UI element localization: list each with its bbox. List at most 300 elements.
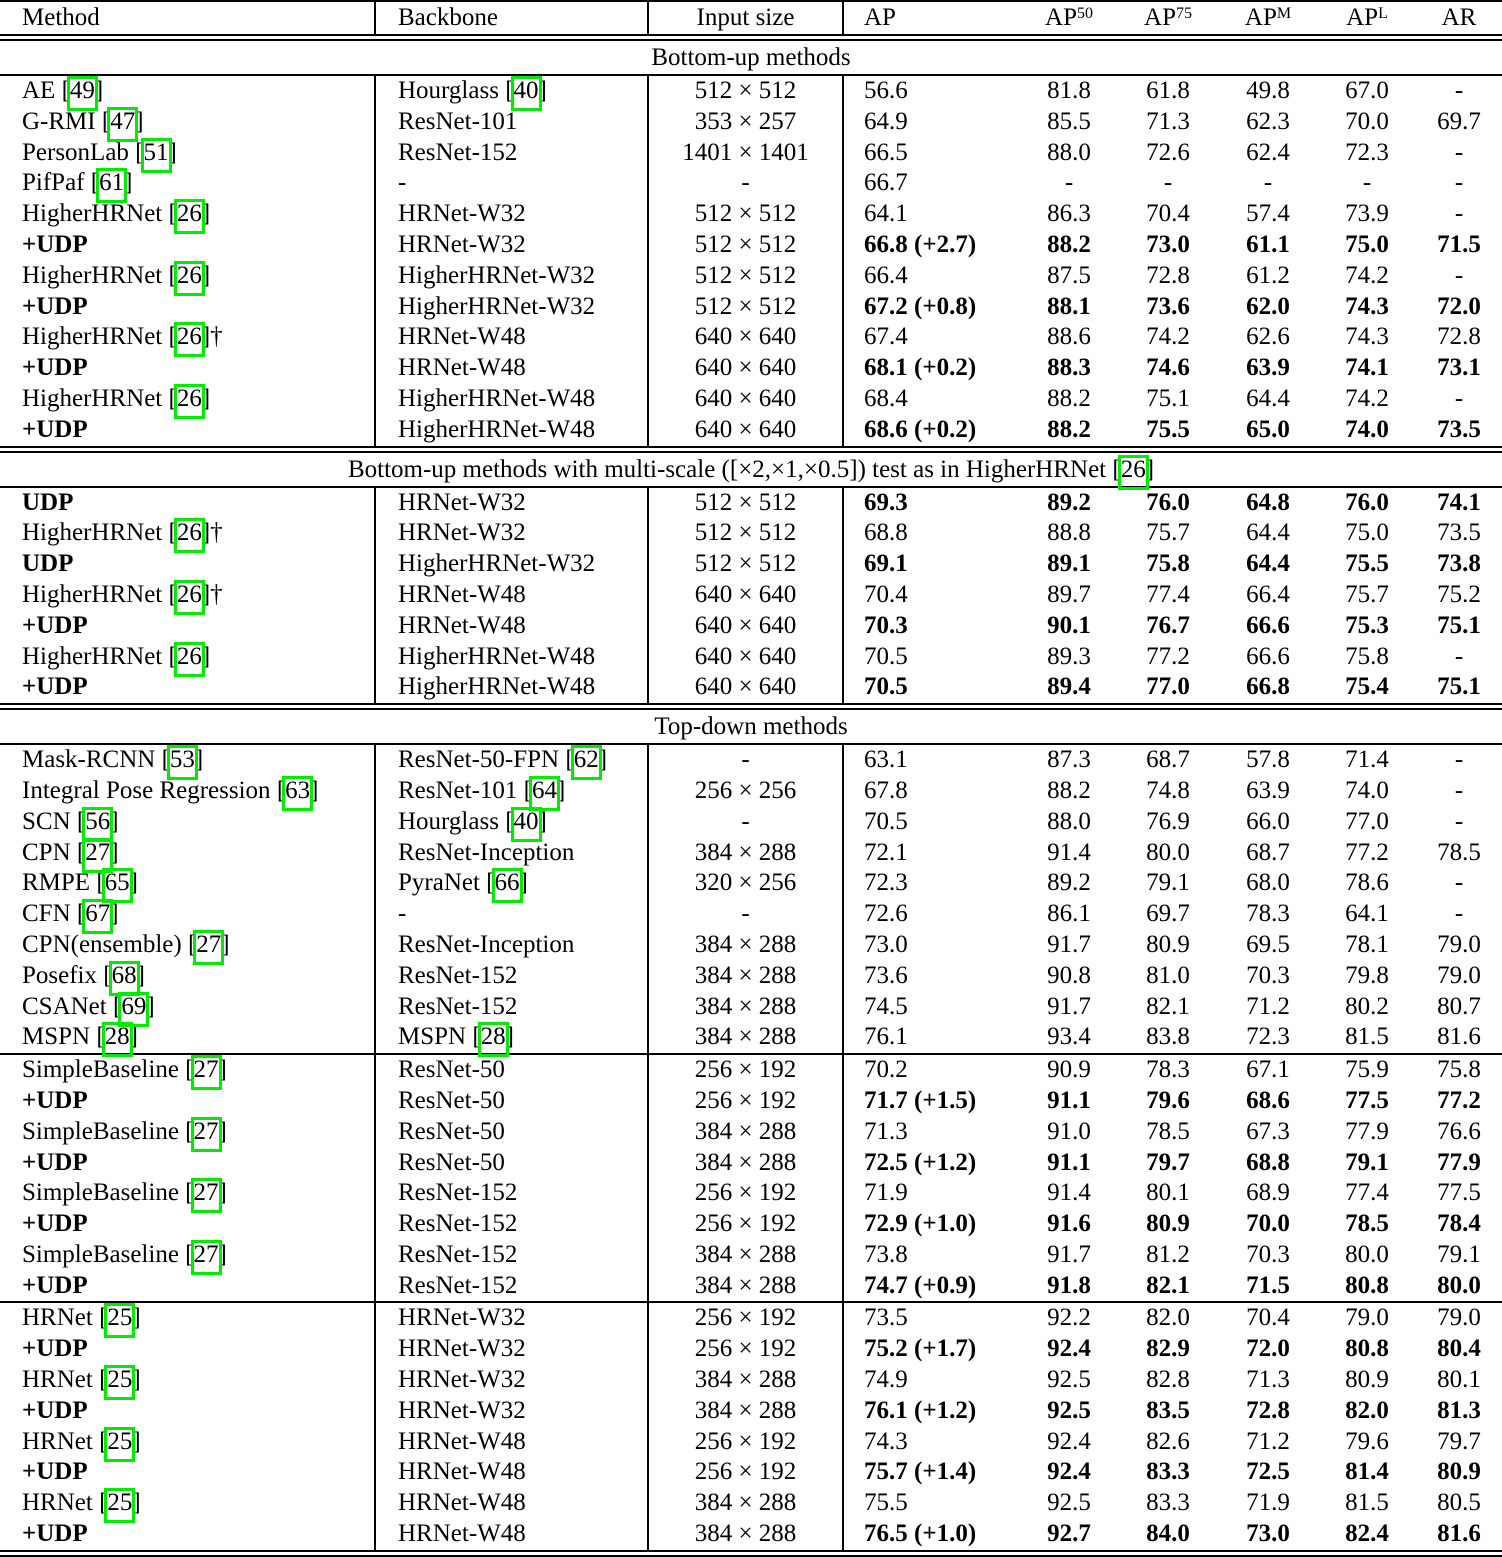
ar-cell: 80.7 [1437, 992, 1481, 1020]
ap50-cell: 88.8 [1047, 519, 1091, 547]
table-row [0, 549, 1502, 580]
ap-cell: 70.5 [864, 673, 908, 701]
backbone-cell: ResNet-152 [375, 961, 648, 992]
input-size-cell: 640 × 640 [648, 415, 843, 449]
table-row [0, 580, 1502, 611]
citation-link-box[interactable]: 27 [85, 838, 111, 866]
apl-cell: 77.2 [1345, 838, 1389, 866]
apl-cell: 78.6 [1345, 869, 1389, 897]
ar-cell: 74.1 [1437, 488, 1481, 516]
method-cell: MSPN [28] [0, 1022, 375, 1054]
apl-cell: 77.4 [1345, 1179, 1389, 1207]
method-cell: SimpleBaseline [27] [0, 1178, 375, 1209]
apl-cell: 79.1 [1345, 1148, 1389, 1176]
ap50-cell: 88.2 [1047, 230, 1091, 258]
backbone-cell: HRNet-W48 [375, 1488, 648, 1519]
backbone-cell: HRNet-W48 [375, 1457, 648, 1488]
apl-cell: - [1362, 169, 1372, 197]
ap-cell: 68.6 (+0.2) [864, 415, 977, 443]
apl-cell: 80.0 [1345, 1240, 1389, 1268]
apm-cell: 71.5 [1246, 1271, 1290, 1299]
ap-cell: 75.5 [864, 1489, 908, 1517]
citation-link-box[interactable]: 40 [513, 807, 539, 835]
apl-cell: 80.2 [1345, 992, 1389, 1020]
citation-link-box[interactable]: 61 [99, 169, 125, 197]
input-size-cell: 384 × 288 [648, 1271, 843, 1303]
backbone-cell: ResNet-152 [375, 1240, 648, 1271]
table-row [0, 1148, 1502, 1179]
ap50-cell: 92.4 [1047, 1458, 1091, 1486]
ap-cell: 72.3 [864, 869, 908, 897]
method-cell: +UDP [0, 1396, 375, 1427]
ap-cell: 69.1 [864, 550, 908, 578]
backbone-cell: HigherHRNet-W48 [375, 384, 648, 415]
ap75-cell: 72.8 [1146, 261, 1190, 289]
ap75-cell: 76.0 [1146, 488, 1190, 516]
method-cell: SimpleBaseline [27] [0, 1054, 375, 1086]
col-header-apl: $AP^L$ [1318, 1, 1416, 38]
ap-cell: 69.3 [864, 488, 908, 516]
citation-link-box[interactable]: 27 [193, 1056, 219, 1084]
apm-cell: 57.4 [1246, 200, 1290, 228]
ap50-cell: 91.4 [1047, 838, 1091, 866]
ar-cell: 80.5 [1437, 1489, 1481, 1517]
backbone-cell: HRNet-W32 [375, 1396, 648, 1427]
ar-cell: 77.2 [1437, 1086, 1481, 1114]
method-cell: CFN [67] [0, 899, 375, 930]
apl-cell: 77.9 [1345, 1117, 1389, 1145]
citation-link-box[interactable]: 25 [107, 1427, 133, 1455]
citation-link-box[interactable]: 28 [104, 1023, 130, 1051]
ap-cell: 71.9 [864, 1179, 908, 1207]
apl-cell: 78.1 [1345, 930, 1389, 958]
table-row [0, 138, 1502, 169]
method-cell: +UDP [0, 1519, 375, 1553]
apm-cell: - [1263, 169, 1273, 197]
method-cell: UDP [0, 549, 375, 580]
apm-cell: 68.9 [1246, 1179, 1290, 1207]
ap-cell: 75.7 (+1.4) [864, 1458, 977, 1486]
method-cell: +UDP [0, 292, 375, 323]
ap50-cell: 88.1 [1047, 292, 1091, 320]
table-row [0, 322, 1502, 353]
table-row [0, 1334, 1502, 1365]
method-cell: +UDP [0, 1086, 375, 1117]
method-cell: +UDP [0, 1148, 375, 1179]
ap50-cell: 90.9 [1020, 1054, 1118, 1086]
ap50-cell: 91.6 [1047, 1210, 1091, 1238]
ar-cell: 76.6 [1437, 1117, 1481, 1145]
citation-link-box[interactable]: 27 [193, 1117, 219, 1145]
ap75-cell: 83.3 [1146, 1489, 1190, 1517]
table-row [0, 1302, 1502, 1334]
ar-cell: 75.8 [1416, 1054, 1502, 1086]
ar-cell: 80.0 [1437, 1271, 1481, 1299]
ap-cell: 66.4 [864, 261, 908, 289]
citation-link-box[interactable]: 51 [143, 138, 169, 166]
method-cell: PersonLab [51] [0, 138, 375, 169]
apm-cell: 63.9 [1246, 354, 1290, 382]
method-cell: CPN [27] [0, 838, 375, 869]
ap50-cell: 89.3 [1047, 642, 1091, 670]
table-row [0, 415, 1502, 449]
table-row [0, 1054, 1502, 1086]
backbone-cell: HRNet-W32 [375, 1302, 648, 1334]
method-cell: HigherHRNet [26]† [0, 580, 375, 611]
apm-cell: 72.5 [1246, 1458, 1290, 1486]
ap75-cell: 82.8 [1146, 1366, 1190, 1394]
method-cell: CPN(ensemble) [27] [0, 930, 375, 961]
input-size-cell: 256 × 192 [648, 1086, 843, 1117]
ap50-cell: 88.0 [1047, 138, 1091, 166]
ar-cell: 78.4 [1437, 1210, 1481, 1238]
apm-cell: 72.3 [1246, 1023, 1290, 1051]
ap50-cell: 91.4 [1047, 1179, 1091, 1207]
input-size-cell: 384 × 288 [648, 1240, 843, 1271]
ap-cell: 67.4 [864, 323, 908, 351]
input-size-cell: 384 × 288 [648, 838, 843, 869]
method-cell: Integral Pose Regression [63] [0, 776, 375, 807]
method-cell: SimpleBaseline [27] [0, 1117, 375, 1148]
table-row [0, 992, 1502, 1023]
ap-cell: 74.3 [864, 1427, 908, 1455]
table-row [0, 261, 1502, 292]
apm-cell: 65.0 [1246, 415, 1290, 443]
citation-link-box[interactable]: 64 [532, 776, 557, 804]
citation-link-box[interactable]: 25 [107, 1489, 133, 1517]
backbone-cell: HigherHRNet-W32 [375, 292, 648, 323]
table-row [0, 838, 1502, 869]
method-cell: RMPE [65] [0, 868, 375, 899]
citation-link-box[interactable]: 26 [176, 519, 202, 547]
ap75-cell: 61.8 [1146, 77, 1190, 104]
ap50-cell: 86.3 [1047, 200, 1091, 228]
citation-link-box[interactable]: 25 [107, 1366, 133, 1394]
table-body [0, 38, 1502, 1554]
apm-cell: 61.1 [1246, 230, 1290, 258]
input-size-cell: 512 × 512 [648, 487, 843, 519]
table-row [0, 1117, 1502, 1148]
apl-cell: 67.0 [1345, 77, 1389, 104]
method-cell: HRNet [25] [0, 1302, 375, 1334]
table-row [0, 1396, 1502, 1427]
citation-link-box[interactable]: 25 [107, 1304, 133, 1332]
ap50-cell: 91.7 [1047, 930, 1091, 958]
ap75-cell: 82.1 [1146, 992, 1190, 1020]
ap-cell: 74.9 [864, 1366, 908, 1394]
ap-cell: 68.8 [864, 519, 908, 547]
apl-cell: 75.5 [1345, 550, 1389, 578]
ap-cell: 73.0 [864, 930, 908, 958]
table-row [0, 168, 1502, 199]
ap50-cell: 92.2 [1020, 1302, 1118, 1334]
method-cell: +UDP [0, 1209, 375, 1240]
section-title: Bottom-up methods with multi-scale ([×2,×1,×0.5]) test as in HigherHRNet [26] [0, 449, 1502, 487]
ap75-cell: 68.7 [1146, 746, 1190, 774]
table-row [0, 1178, 1502, 1209]
apl-cell: 79.0 [1318, 1302, 1416, 1334]
citation-link-box[interactable]: 26 [1120, 455, 1146, 483]
backbone-cell: ResNet-Inception [375, 930, 648, 961]
citation-link-box[interactable]: 40 [513, 77, 539, 104]
ar-cell: - [1454, 384, 1464, 412]
ar-cell: 72.8 [1437, 323, 1481, 351]
backbone-cell: HigherHRNet-W48 [375, 415, 648, 449]
backbone-cell: ResNet-50-FPN [62] [375, 744, 648, 776]
input-size-cell: 320 × 256 [648, 868, 843, 899]
input-size-cell: 256 × 192 [648, 1334, 843, 1365]
section-title: Top-down methods [0, 707, 1502, 745]
ar-cell: 75.1 [1437, 673, 1481, 701]
apm-cell: 73.0 [1246, 1520, 1290, 1548]
input-size-cell: 512 × 512 [648, 75, 843, 107]
apm-cell: 78.3 [1246, 900, 1290, 928]
ap-cell: 71.7 (+1.5) [864, 1086, 977, 1114]
citation-link-box[interactable]: 66 [494, 869, 520, 897]
ap75-cell: 74.2 [1146, 323, 1190, 351]
ap75-cell: 73.0 [1146, 230, 1190, 258]
citation-link-box[interactable]: 26 [176, 642, 202, 670]
table-row [0, 107, 1502, 138]
ar-cell: 79.1 [1437, 1240, 1481, 1268]
ap50-cell: 92.4 [1047, 1427, 1091, 1455]
method-cell: +UDP [0, 672, 375, 706]
ar-cell: 77.5 [1437, 1179, 1481, 1207]
ap75-cell: 80.0 [1146, 838, 1190, 866]
backbone-cell: HRNet-W32 [375, 230, 648, 261]
ap75-cell: 83.5 [1146, 1396, 1190, 1424]
input-size-cell: 512 × 512 [648, 261, 843, 292]
input-size-cell: 512 × 512 [648, 230, 843, 261]
ap75-cell: 75.5 [1146, 415, 1190, 443]
apl-cell: 75.7 [1345, 580, 1389, 608]
input-size-cell: 384 × 288 [648, 1148, 843, 1179]
apm-cell: 57.8 [1246, 746, 1290, 774]
ar-cell: 78.5 [1437, 838, 1481, 866]
backbone-cell: HigherHRNet-W48 [375, 672, 648, 706]
ap-cell: 71.3 [864, 1117, 908, 1145]
ap-cell: 74.5 [864, 992, 908, 1020]
apl-cell: 75.3 [1345, 611, 1389, 639]
ap-cell: 76.5 (+1.0) [864, 1520, 977, 1548]
ap75-cell: 83.3 [1146, 1458, 1190, 1486]
citation-link-box[interactable]: 62 [573, 746, 599, 774]
apm-cell: 70.3 [1246, 1240, 1290, 1268]
backbone-cell: HRNet-W32 [375, 518, 648, 549]
table-row [0, 868, 1502, 899]
citation-link-box[interactable]: 63 [285, 776, 311, 804]
apl-cell: 71.4 [1345, 746, 1389, 774]
table-row [0, 1488, 1502, 1519]
table-row [0, 1240, 1502, 1271]
table-row [0, 744, 1502, 776]
citation-link-box[interactable]: 28 [480, 1023, 506, 1051]
citation-link-box[interactable]: 26 [176, 323, 202, 351]
apl-cell: 74.2 [1345, 384, 1389, 412]
input-size-cell: 512 × 512 [648, 292, 843, 323]
method-cell: HRNet [25] [0, 1427, 375, 1458]
ap-cell: 67.8 [864, 776, 908, 804]
method-cell: PifPaf [61] [0, 168, 375, 199]
table-row [0, 518, 1502, 549]
citation-link-box[interactable]: 67 [85, 900, 111, 928]
citation-link-box[interactable]: 47 [110, 107, 136, 135]
citation-link-box[interactable]: 56 [85, 807, 111, 835]
ap50-cell: 92.5 [1047, 1396, 1091, 1424]
apl-cell: 72.3 [1345, 138, 1389, 166]
backbone-cell: ResNet-152 [375, 1178, 648, 1209]
apm-cell: 68.8 [1246, 1148, 1290, 1176]
ap-cell: 66.8 (+2.7) [864, 230, 977, 258]
apl-cell: 75.0 [1345, 230, 1389, 258]
apm-cell: 62.4 [1246, 138, 1290, 166]
table-row [0, 1365, 1502, 1396]
citation-link-box[interactable]: 68 [111, 961, 137, 989]
method-cell: +UDP [0, 1457, 375, 1488]
col-header-ap50: AP$^{50}$ [1020, 1, 1118, 38]
method-cell: SCN [56] [0, 807, 375, 838]
citation-link-box[interactable]: 27 [193, 1240, 219, 1268]
backbone-cell: PyraNet [66] [375, 868, 648, 899]
ap75-cell: 74.8 [1146, 776, 1190, 804]
apm-cell: 62.0 [1246, 292, 1290, 320]
ap-cell: 67.2 (+0.8) [864, 292, 977, 320]
backbone-cell: - [375, 899, 648, 930]
citation-link-box[interactable]: 26 [176, 200, 202, 228]
input-size-cell: 640 × 640 [648, 353, 843, 384]
citation-link-box[interactable]: 53 [169, 746, 195, 774]
input-size-cell: - [648, 168, 843, 199]
table-row [0, 1209, 1502, 1240]
ar-cell: 79.0 [1437, 930, 1481, 958]
ap75-cell: 72.6 [1146, 138, 1190, 166]
ap-cell: 76.1 (+1.2) [864, 1396, 977, 1424]
ap50-cell: 91.7 [1047, 1240, 1091, 1268]
apl-cell: 73.9 [1345, 200, 1389, 228]
apm-cell: 71.3 [1246, 1366, 1290, 1394]
table-row [0, 899, 1502, 930]
ar-cell: 79.0 [1416, 1302, 1502, 1334]
ar-cell: - [1454, 746, 1464, 774]
ap-cell: 64.9 [864, 107, 908, 135]
ap75-cell: 80.9 [1146, 930, 1190, 958]
ap75-cell: 83.8 [1146, 1023, 1190, 1051]
citation-link-box[interactable]: 26 [176, 384, 202, 412]
ap50-cell: 85.5 [1047, 107, 1091, 135]
ap75-cell: 70.4 [1146, 200, 1190, 228]
ap75-cell: 81.2 [1146, 1240, 1190, 1268]
citation-link-box[interactable]: 26 [176, 580, 202, 608]
apm-cell: 66.8 [1246, 673, 1290, 701]
backbone-cell: HigherHRNet-W32 [375, 549, 648, 580]
method-cell: +UDP [0, 415, 375, 449]
apl-cell: 70.0 [1345, 107, 1389, 135]
ap-cell: 74.7 (+0.9) [864, 1271, 977, 1299]
ap75-cell: 69.7 [1146, 900, 1190, 928]
apl-cell: 81.4 [1345, 1458, 1389, 1486]
citation-link-box[interactable]: 26 [176, 261, 202, 289]
method-cell: HigherHRNet [26]† [0, 322, 375, 353]
backbone-cell: HRNet-W32 [375, 1365, 648, 1396]
input-size-cell: - [648, 807, 843, 838]
backbone-cell: HRNet-W48 [375, 580, 648, 611]
method-cell: SimpleBaseline [27] [0, 1240, 375, 1271]
apl-cell: 75.4 [1345, 673, 1389, 701]
citation-link-box[interactable]: 27 [193, 1179, 219, 1207]
input-size-cell: 384 × 288 [648, 992, 843, 1023]
ap75-cell: 84.0 [1146, 1520, 1190, 1548]
apm-cell: 63.9 [1246, 776, 1290, 804]
ap50-cell: 88.6 [1047, 323, 1091, 351]
ap-cell: 70.3 [864, 611, 908, 639]
method-cell: +UDP [0, 1271, 375, 1303]
section-title-row [0, 707, 1502, 745]
ar-cell: 80.4 [1437, 1335, 1481, 1363]
ar-cell: 75.2 [1437, 580, 1481, 608]
citation-link-box[interactable]: 49 [69, 77, 95, 104]
citation-link-box[interactable]: 65 [104, 869, 130, 897]
ap50-cell: 91.8 [1047, 1271, 1091, 1299]
ap75-cell: 82.1 [1146, 1271, 1190, 1299]
ap-cell: 73.6 [864, 961, 908, 989]
ap-cell: 72.9 (+1.0) [864, 1210, 977, 1238]
apl-cell: 80.8 [1345, 1335, 1389, 1363]
ap75-cell: 79.6 [1146, 1086, 1190, 1114]
ap50-cell: 88.2 [1047, 776, 1091, 804]
ap-cell: 66.5 [864, 138, 908, 166]
header-row [0, 1, 1502, 38]
method-cell: HigherHRNet [26] [0, 199, 375, 230]
apm-cell: 66.4 [1246, 580, 1290, 608]
ap75-cell: 82.0 [1118, 1302, 1218, 1334]
ap-cell: 72.5 (+1.2) [864, 1148, 977, 1176]
table-row [0, 292, 1502, 323]
ar-cell: 73.8 [1437, 550, 1481, 578]
apm-cell: 64.4 [1246, 384, 1290, 412]
citation-link-box[interactable]: 27 [196, 930, 222, 958]
method-cell: Mask-RCNN [53] [0, 744, 375, 776]
input-size-cell: 256 × 192 [648, 1427, 843, 1458]
ap75-cell: 82.9 [1146, 1335, 1190, 1363]
apm-cell: 61.2 [1246, 261, 1290, 289]
ap75-cell: 77.0 [1146, 673, 1190, 701]
apm-cell: 68.0 [1246, 869, 1290, 897]
apl-cell: 77.0 [1345, 807, 1389, 835]
ar-cell: 80.9 [1437, 1458, 1481, 1486]
table-row [0, 776, 1502, 807]
apm-cell: 67.3 [1246, 1117, 1290, 1145]
ap50-cell: 89.1 [1047, 550, 1091, 578]
apl-cell: 75.8 [1345, 642, 1389, 670]
ap75-cell: - [1163, 169, 1173, 197]
ap75-cell: 76.7 [1146, 611, 1190, 639]
apm-cell: 71.2 [1246, 992, 1290, 1020]
apl-cell: 76.0 [1345, 488, 1389, 516]
ap50-cell: 89.7 [1047, 580, 1091, 608]
apl-cell: 80.9 [1345, 1366, 1389, 1394]
apm-cell: 66.6 [1246, 611, 1290, 639]
backbone-cell: ResNet-50 [375, 1054, 648, 1086]
apl-cell: 77.5 [1345, 1086, 1389, 1114]
section-title-row [0, 449, 1502, 487]
ap75-cell: 71.3 [1146, 107, 1190, 135]
ap75-cell: 79.7 [1146, 1148, 1190, 1176]
ap-cell: 72.1 [864, 838, 908, 866]
ar-cell: 72.0 [1437, 292, 1481, 320]
citation-link-box[interactable]: 69 [121, 992, 147, 1020]
ap75-cell: 78.3 [1118, 1054, 1218, 1086]
ap-cell: 73.8 [864, 1240, 908, 1268]
